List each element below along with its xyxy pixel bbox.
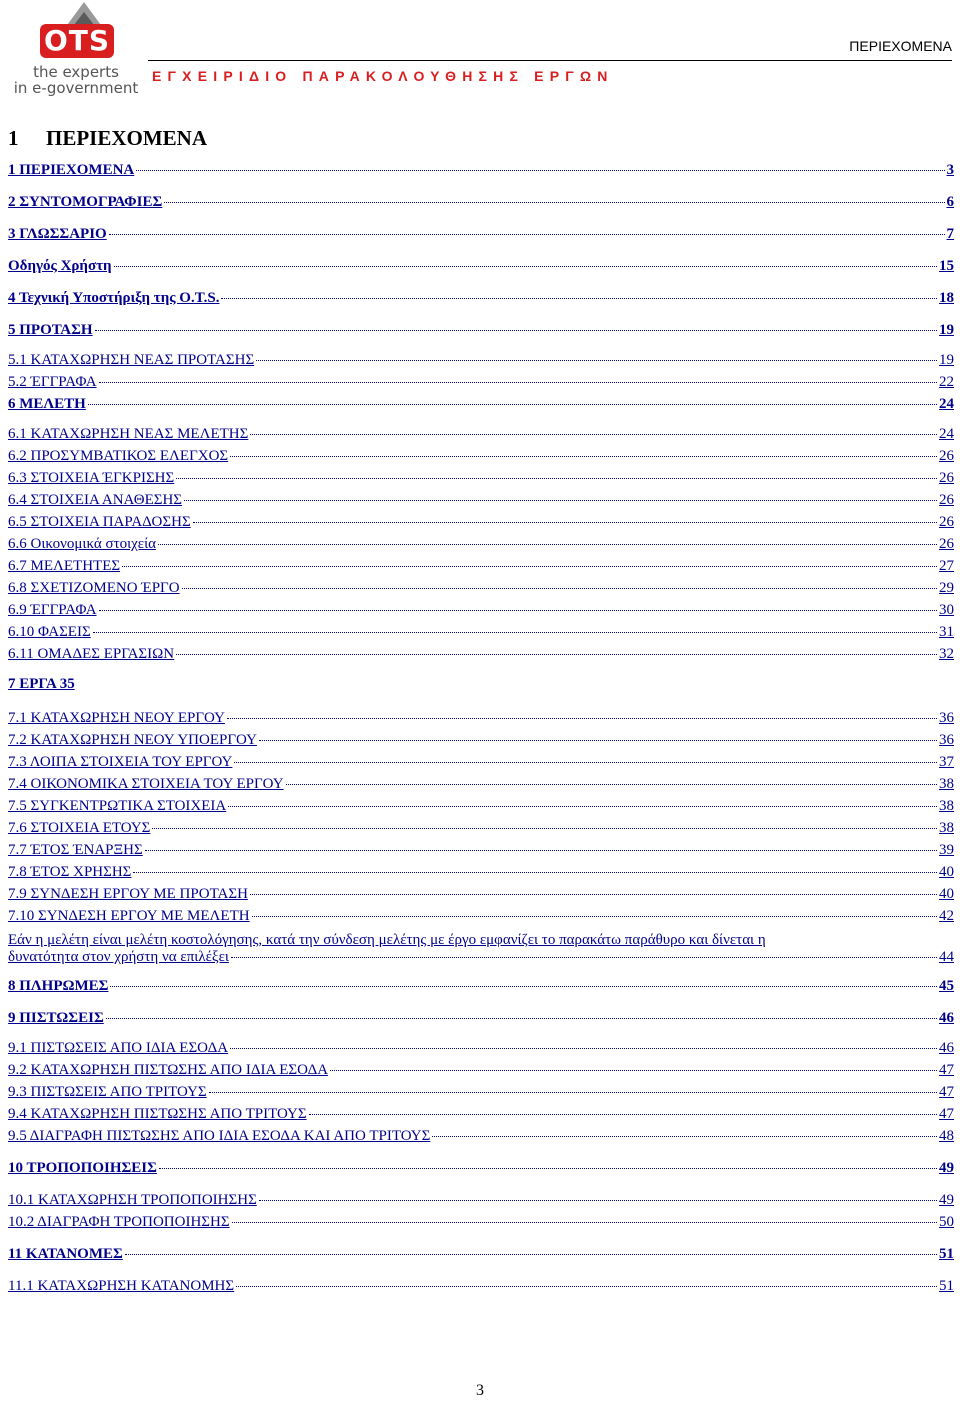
toc-leader-dots — [182, 588, 937, 589]
toc-heading-text: ΠΕΡΙΕΧΟΜΕΝΑ — [46, 126, 208, 150]
toc-entry-title: 1 ΠΕΡΙΕΧΟΜΕΝΑ — [8, 162, 135, 178]
toc-leader-dots — [125, 1254, 937, 1255]
toc-entry-page: 30 — [939, 602, 954, 618]
toc-entry-title: 9 ΠΙΣΤΩΣΕΙΣ — [8, 1010, 104, 1026]
toc-entry[interactable] — [8, 676, 954, 693]
toc-leader-dots — [88, 404, 937, 405]
toc-leader-dots — [330, 1070, 937, 1071]
toc-entry[interactable] — [8, 448, 954, 465]
toc-leader-dots — [99, 610, 937, 611]
toc-leader-dots — [231, 957, 937, 958]
toc-entry[interactable] — [8, 798, 954, 815]
toc-entry-title: 7.3 ΛΟΙΠΑ ΣΤΟΙΧΕΙΑ ΤΟΥ ΕΡΓΟΥ — [8, 754, 233, 770]
toc-entry-page: 44 — [939, 949, 954, 965]
ots-logo — [6, 2, 146, 96]
toc-entry-title: 6.6 Οικονομικά στοιχεία — [8, 536, 156, 552]
toc-entry[interactable] — [8, 1214, 954, 1231]
toc-entry[interactable] — [8, 258, 954, 275]
toc-leader-dots — [133, 872, 937, 873]
toc-entry-page: 26 — [939, 448, 954, 464]
toc-entry[interactable] — [8, 1062, 954, 1079]
toc-entry-page: 36 — [939, 732, 954, 748]
toc-leader-dots — [234, 762, 937, 763]
toc-leader-dots — [209, 1092, 937, 1093]
toc-leader-dots — [250, 894, 937, 895]
toc-entry-title: 7.5 ΣΥΓΚΕΝΤΡΩΤΙΚΑ ΣΤΟΙΧΕΙΑ — [8, 798, 227, 814]
toc-leader-dots — [164, 202, 944, 203]
toc-entry-title: 7.10 ΣΥΝΔΕΣΗ ΕΡΓΟΥ ΜΕ ΜΕΛΕΤΗ — [8, 908, 250, 924]
toc-entry[interactable] — [8, 732, 954, 749]
toc-entry-title: 7 ΕΡΓΑ 35 — [8, 676, 75, 692]
toc-entry-page: 26 — [939, 536, 954, 552]
header-manual-title: ΕΓΧΕΙΡΙΔΙΟ ΠΑΡΑΚΟΛΟΥΘΗΣΗΣ ΕΡΓΩΝ — [152, 68, 614, 84]
toc-entry[interactable] — [8, 624, 954, 641]
toc-heading-number: 1 — [8, 126, 19, 150]
toc-entry[interactable] — [8, 1278, 954, 1295]
toc-entry[interactable] — [8, 580, 954, 597]
page-header — [0, 0, 960, 100]
toc-entry-page: 49 — [939, 1160, 954, 1176]
toc-entry-title: Οδηγός Χρήστη — [8, 258, 112, 274]
toc-entry[interactable] — [8, 820, 954, 837]
toc-entry-title: 4 Τεχνική Υποστήριξη της O.T.S. — [8, 290, 220, 306]
toc-leader-dots — [309, 1114, 937, 1115]
toc-entry-page: 40 — [939, 864, 954, 880]
toc-entry-page: 49 — [939, 1192, 954, 1208]
toc-entry-page: 26 — [939, 492, 954, 508]
toc-leader-dots — [109, 234, 945, 235]
toc-leader-dots — [228, 806, 937, 807]
toc-entry[interactable] — [8, 886, 954, 903]
toc-entry[interactable] — [8, 514, 954, 531]
toc-entry-page: 15 — [939, 258, 954, 274]
toc-leader-dots — [106, 1018, 937, 1019]
toc-entry-page: 46 — [939, 1010, 954, 1026]
toc-entry-title: 9.1 ΠΙΣΤΩΣΕΙΣ ΑΠΟ ΙΔΙΑ ΕΣΟΔΑ — [8, 1040, 229, 1056]
toc-entry-title: 6.2 ΠΡΟΣΥΜΒΑΤΙΚΟΣ ΕΛΕΓΧΟΣ — [8, 448, 229, 464]
toc-leader-dots — [230, 1048, 937, 1049]
toc-entry[interactable] — [8, 492, 954, 509]
toc-entry[interactable] — [8, 536, 954, 553]
toc-entry-page: 45 — [939, 978, 954, 994]
toc-entry-page: 22 — [939, 374, 954, 390]
toc-entry-page: 27 — [939, 558, 954, 574]
toc-entry-title: 7.6 ΣΤΟΙΧΕΙΑ ΕΤΟΥΣ — [8, 820, 151, 836]
toc-entry[interactable] — [8, 374, 954, 391]
toc-leader-dots — [221, 298, 937, 299]
toc-entry-title: 3 ΓΛΩΣΣΑΡΙΟ — [8, 226, 107, 242]
toc-leader-dots — [252, 916, 937, 917]
toc-entry-page: 24 — [939, 396, 954, 412]
toc-entry[interactable] — [8, 1160, 954, 1177]
toc-leader-dots — [259, 1200, 937, 1201]
toc-entry[interactable] — [8, 226, 954, 243]
logo-ots-text: OTS — [40, 24, 114, 58]
toc-entry[interactable] — [8, 194, 954, 211]
toc-entry-page: 51 — [939, 1246, 954, 1262]
toc-leader-dots — [110, 986, 937, 987]
toc-leader-dots — [158, 544, 937, 545]
toc-leader-dots — [232, 1222, 937, 1223]
toc-entry-title: 10.1 ΚΑΤΑΧΩΡΗΣΗ ΤΡΟΠΟΠΟΙΗΣΗΣ — [8, 1192, 257, 1208]
toc-entry[interactable] — [8, 932, 954, 966]
toc-entry-title: 6.9 ΈΓΓΡΑΦΑ — [8, 602, 97, 618]
toc-leader-dots — [95, 330, 937, 331]
toc-entry[interactable] — [8, 776, 954, 793]
toc-entry-page: 24 — [939, 426, 954, 442]
toc-entry-title: 6.11 ΟΜΑΔΕΣ ΕΡΓΑΣΙΩΝ — [8, 646, 175, 662]
toc-entry-page: 46 — [939, 1040, 954, 1056]
toc-entry-page: 36 — [939, 710, 954, 726]
toc-entry-page: 19 — [939, 322, 954, 338]
toc-entry-title: 7.9 ΣΥΝΔΕΣΗ ΕΡΓΟΥ ΜΕ ΠΡΟΤΑΣΗ — [8, 886, 248, 902]
header-divider — [148, 60, 952, 61]
toc-entry-page: 48 — [939, 1128, 954, 1144]
toc-entry-page: 38 — [939, 798, 954, 814]
toc-entry-page: 31 — [939, 624, 954, 640]
toc-entry[interactable] — [8, 470, 954, 487]
toc-entry-title: 7.8 ΈΤΟΣ ΧΡΗΣΗΣ — [8, 864, 132, 880]
header-section-label: ΠΕΡΙΕΧΟΜΕΝΑ — [849, 38, 952, 54]
toc-entry[interactable] — [8, 1084, 954, 1101]
toc-entry-title: 6.3 ΣΤΟΙΧΕΙΑ ΈΓΚΡΙΣΗΣ — [8, 470, 175, 486]
toc-entry-title: 8 ΠΛΗΡΩΜΕΣ — [8, 978, 109, 994]
toc-entry[interactable] — [8, 864, 954, 881]
toc-leader-dots — [176, 654, 937, 655]
toc-entry[interactable] — [8, 978, 954, 995]
toc-entry-title: 5.1 ΚΑΤΑΧΩΡΗΣΗ ΝΕΑΣ ΠΡΟΤΑΣΗΣ — [8, 352, 255, 368]
toc-entry-page: 26 — [939, 470, 954, 486]
logo-tagline-1: the experts — [33, 63, 119, 81]
page-number: 3 — [476, 1382, 484, 1399]
toc-entry-title: 10 ΤΡΟΠΟΠΟΙΗΣΕΙΣ — [8, 1160, 157, 1176]
toc-leader-dots — [176, 478, 937, 479]
toc-entry[interactable] — [8, 162, 954, 179]
toc-entry-title: 7.1 ΚΑΤΑΧΩΡΗΣΗ ΝΕΟΥ ΕΡΓΟΥ — [8, 710, 225, 726]
toc-entry-title-line2: δυνατότητα στον χρήστη να επιλέξει — [8, 949, 229, 965]
toc-entry[interactable] — [8, 710, 954, 727]
toc-entry-page: 3 — [946, 162, 954, 178]
toc-entry[interactable] — [8, 322, 954, 339]
toc-leader-dots — [286, 784, 937, 785]
toc-entry-page: 37 — [939, 754, 954, 770]
toc-entry-page: 47 — [939, 1084, 954, 1100]
toc-entry-title: 7.7 ΈΤΟΣ ΈΝΑΡΞΗΣ — [8, 842, 143, 858]
toc-entry-title: 5 ΠΡΟΤΑΣΗ — [8, 322, 93, 338]
toc-entry-title: 11.1 ΚΑΤΑΧΩΡΗΣΗ ΚΑΤΑΝΟΜΗΣ — [8, 1278, 235, 1294]
toc-entry[interactable] — [8, 754, 954, 771]
toc-entry-title: 5.2 ΈΓΓΡΑΦΑ — [8, 374, 97, 390]
toc-entry-page: 50 — [939, 1214, 954, 1230]
toc-leader-dots — [227, 718, 937, 719]
toc-entry-page: 47 — [939, 1106, 954, 1122]
toc-leader-dots — [193, 522, 937, 523]
toc-entry[interactable] — [8, 396, 954, 413]
toc-entry-page: 29 — [939, 580, 954, 596]
toc-entry-title-line1: Εάν η μελέτη είναι μελέτη κοστολόγησης, κατά την σύνδεση μελέτης με έργο εμφανίζει το παρακάτω παράθυρο και δίνεται η — [8, 932, 766, 948]
toc-entry-page: 40 — [939, 886, 954, 902]
toc-entry[interactable] — [8, 1192, 954, 1209]
toc-leader-dots — [152, 828, 937, 829]
toc-leader-dots — [145, 850, 937, 851]
toc-leader-dots — [250, 434, 937, 435]
toc-entry[interactable] — [8, 1128, 954, 1145]
toc-entry-page: 38 — [939, 820, 954, 836]
toc-entry-page: 18 — [939, 290, 954, 306]
toc-entry-page: 6 — [946, 194, 954, 210]
toc-entry[interactable] — [8, 646, 954, 663]
toc-entry-page: 19 — [939, 352, 954, 368]
toc-entry[interactable] — [8, 908, 954, 925]
toc-entry[interactable] — [8, 1040, 954, 1057]
toc-entry-page: 47 — [939, 1062, 954, 1078]
toc-entry[interactable] — [8, 842, 954, 859]
toc-entry-title: 9.4 ΚΑΤΑΧΩΡΗΣΗ ΠΙΣΤΩΣΗΣ ΑΠΟ ΤΡΙΤΟΥΣ — [8, 1106, 307, 1122]
toc-entry-page: 38 — [939, 776, 954, 792]
toc-entry-title: 9.5 ΔΙΑΓΡΑΦΗ ΠΙΣΤΩΣΗΣ ΑΠΟ ΙΔΙΑ ΕΣΟΔΑ ΚΑΙ ΑΠΟ ΤΡΙΤΟΥΣ — [8, 1128, 431, 1144]
toc-entry-page: 32 — [939, 646, 954, 662]
toc-leader-dots — [99, 382, 937, 383]
toc-entry-title: 7.2 ΚΑΤΑΧΩΡΗΣΗ ΝΕΟΥ ΥΠΟΕΡΓΟΥ — [8, 732, 257, 748]
toc-entry-page: 51 — [939, 1278, 954, 1294]
toc-entry[interactable] — [8, 290, 954, 307]
toc-leader-dots — [136, 170, 944, 171]
toc-leader-dots — [184, 500, 937, 501]
toc-entry-title: 6.4 ΣΤΟΙΧΕΙΑ ΑΝΑΘΕΣΗΣ — [8, 492, 183, 508]
toc-entry-page: 39 — [939, 842, 954, 858]
toc-entry-title: 9.3 ΠΙΣΤΩΣΕΙΣ ΑΠΟ ΤΡΙΤΟΥΣ — [8, 1084, 207, 1100]
toc-entry-title: 10.2 ΔΙΑΓΡΑΦΗ ΤΡΟΠΟΠΟΙΗΣΗΣ — [8, 1214, 230, 1230]
toc-entry[interactable] — [8, 1010, 954, 1027]
toc-entry-title: 6.7 ΜΕΛΕΤΗΤΕΣ — [8, 558, 121, 574]
toc-leader-dots — [259, 740, 937, 741]
toc-leader-dots — [236, 1286, 937, 1287]
logo-tagline-2: in e-government — [13, 79, 139, 97]
toc-entry-page: 42 — [939, 908, 954, 924]
toc-leader-dots — [114, 266, 937, 267]
toc-entry[interactable] — [8, 1106, 954, 1123]
toc-leader-dots — [256, 360, 937, 361]
toc-heading — [8, 126, 207, 151]
toc-entry[interactable] — [8, 352, 954, 369]
toc-entry-title: 6.1 ΚΑΤΑΧΩΡΗΣΗ ΝΕΑΣ ΜΕΛΕΤΗΣ — [8, 426, 249, 442]
toc-entry[interactable] — [8, 1246, 954, 1263]
toc-entry[interactable] — [8, 558, 954, 575]
toc-entry-page: 26 — [939, 514, 954, 530]
toc-leader-dots — [432, 1136, 937, 1137]
toc-entry-line2 — [8, 949, 954, 966]
toc-entry-title: 6.5 ΣΤΟΙΧΕΙΑ ΠΑΡΑΔΟΣΗΣ — [8, 514, 191, 530]
toc-leader-dots — [122, 566, 937, 567]
toc-entry-page: 7 — [946, 226, 954, 242]
toc-entry[interactable] — [8, 602, 954, 619]
toc-entry-title: 6.10 ΦΑΣΕΙΣ — [8, 624, 91, 640]
toc-entry-title: 6.8 ΣΧΕΤΙΖΟΜΕΝΟ ΈΡΓΟ — [8, 580, 180, 596]
toc-leader-dots — [159, 1168, 937, 1169]
toc-entry-title: 11 ΚΑΤΑΝΟΜΕΣ — [8, 1246, 123, 1262]
toc-entry[interactable] — [8, 426, 954, 443]
toc-leader-dots — [230, 456, 937, 457]
toc-leader-dots — [93, 632, 937, 633]
toc-entry-title: 6 ΜΕΛΕΤΗ — [8, 396, 86, 412]
toc-entry-title: 9.2 ΚΑΤΑΧΩΡΗΣΗ ΠΙΣΤΩΣΗΣ ΑΠΟ ΙΔΙΑ ΕΣΟΔΑ — [8, 1062, 329, 1078]
toc-entry-title: 2 ΣΥΝΤΟΜΟΓΡΑΦΙΕΣ — [8, 194, 163, 210]
toc-entry-title: 7.4 ΟΙΚΟΝΟΜΙΚΑ ΣΤΟΙΧΕΙΑ ΤΟΥ ΕΡΓΟΥ — [8, 776, 284, 792]
